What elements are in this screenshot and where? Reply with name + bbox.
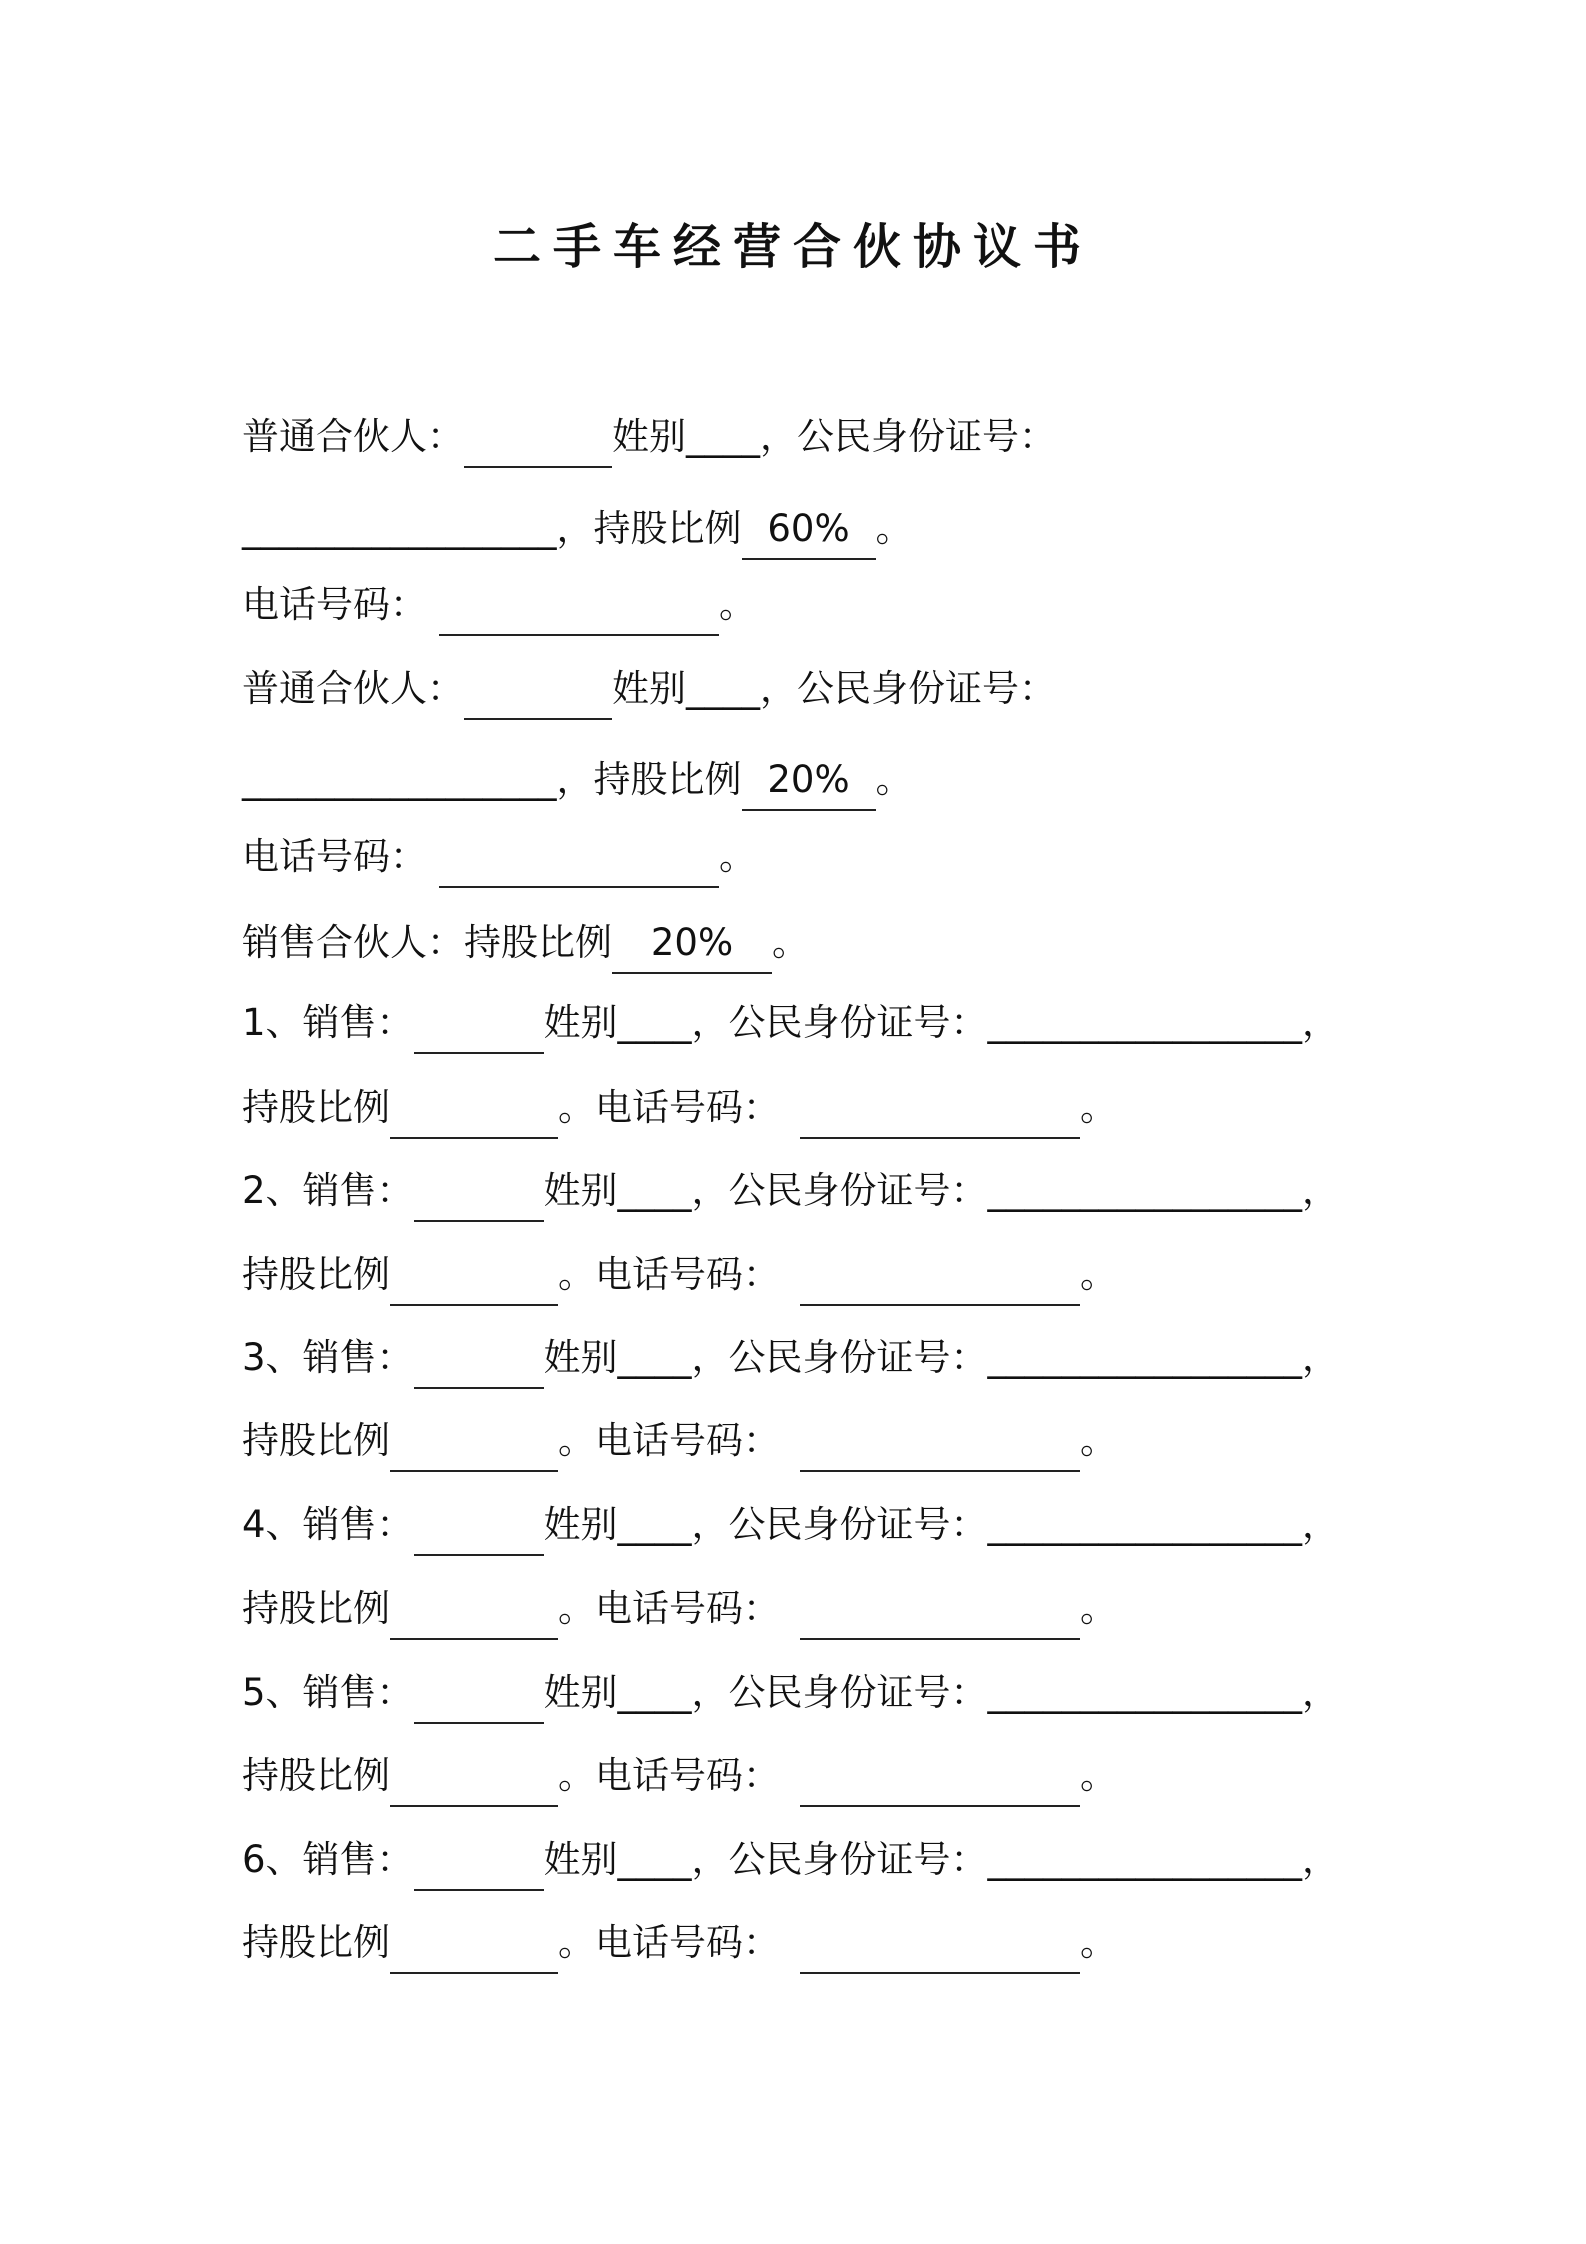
gender-id-label: 姓别____，公民身份证号： bbox=[543, 1169, 988, 1212]
share-label: 持股比例 bbox=[242, 1921, 390, 1964]
id-number-blank[interactable]: _________________， bbox=[987, 1671, 1340, 1714]
phone-label: 。电话号码： bbox=[558, 1754, 780, 1797]
gender-id-label: 姓别____，公民身份证号： bbox=[543, 1001, 988, 1044]
sales-4-line-1 bbox=[242, 1500, 1339, 1550]
sales-label: 3、销售： bbox=[242, 1336, 414, 1379]
share-blank[interactable] bbox=[390, 1751, 558, 1807]
gender-id-label: 姓别____，公民身份证号： bbox=[543, 1336, 988, 1379]
general-partner-1-line-2 bbox=[242, 504, 913, 554]
share-blank[interactable] bbox=[390, 1083, 558, 1139]
id-number-blank[interactable]: _________________， bbox=[987, 1838, 1340, 1881]
share-label: 持股比例 bbox=[242, 1253, 390, 1296]
general-partner-2-line-2 bbox=[242, 755, 913, 805]
end-mark: 。 bbox=[1080, 1419, 1117, 1462]
end-mark: 。 bbox=[1080, 1754, 1117, 1797]
name-blank[interactable] bbox=[464, 412, 612, 468]
id-number-blank[interactable]: _________________， bbox=[987, 1336, 1340, 1379]
phone-label: 。电话号码： bbox=[558, 1253, 780, 1296]
share-label: ，持股比例 bbox=[556, 758, 742, 801]
general-partner-label: 普通合伙人： bbox=[242, 415, 464, 458]
share-blank[interactable] bbox=[390, 1584, 558, 1640]
sales-4-line-2 bbox=[242, 1584, 1117, 1634]
end-mark: 。 bbox=[875, 758, 913, 801]
sales-3-line-2 bbox=[242, 1416, 1117, 1466]
general-partner-2-line-1 bbox=[242, 664, 1056, 714]
end-mark: 。 bbox=[719, 583, 756, 626]
sales-2-line-1 bbox=[242, 1166, 1339, 1216]
name-blank[interactable] bbox=[414, 1668, 544, 1724]
sales-1-line-1 bbox=[242, 998, 1339, 1048]
phone-blank[interactable] bbox=[800, 1918, 1080, 1974]
share-blank[interactable] bbox=[390, 1250, 558, 1306]
sales-partner-line bbox=[242, 918, 809, 968]
share-value: 60% bbox=[742, 504, 876, 560]
gender-id-label: 姓别____，公民身份证号： bbox=[543, 1671, 988, 1714]
sales-6-line-2 bbox=[242, 1918, 1117, 1968]
name-blank[interactable] bbox=[414, 1166, 544, 1222]
share-label: 持股比例 bbox=[242, 1754, 390, 1797]
end-mark: 。 bbox=[719, 835, 756, 878]
end-mark: 。 bbox=[1080, 1086, 1117, 1129]
general-partner-1-line-1 bbox=[242, 412, 1056, 462]
phone-blank[interactable] bbox=[800, 1584, 1080, 1640]
phone-label: 电话号码： bbox=[242, 583, 427, 626]
gender-id-label: 姓别____，公民身份证号： bbox=[612, 415, 1056, 458]
gender-id-label: 姓别____，公民身份证号： bbox=[612, 667, 1056, 710]
phone-blank[interactable] bbox=[800, 1751, 1080, 1807]
sales-5-line-1 bbox=[242, 1668, 1339, 1718]
sales-2-line-2 bbox=[242, 1250, 1117, 1300]
gender-id-label: 姓别____，公民身份证号： bbox=[543, 1838, 988, 1881]
end-mark: 。 bbox=[1080, 1253, 1117, 1296]
document-title: 二手车经营合伙协议书 bbox=[492, 219, 1093, 275]
sales-5-line-2 bbox=[242, 1751, 1117, 1801]
phone-label: 。电话号码： bbox=[558, 1419, 780, 1462]
share-value: 20% bbox=[612, 918, 772, 974]
name-blank[interactable] bbox=[414, 1500, 544, 1556]
phone-blank[interactable] bbox=[439, 580, 719, 636]
id-number-blank[interactable]: _________________ bbox=[242, 507, 557, 550]
sales-label: 1、销售： bbox=[242, 1001, 414, 1044]
name-blank[interactable] bbox=[414, 1333, 544, 1389]
phone-label: 。电话号码： bbox=[558, 1086, 780, 1129]
sales-partner-label: 销售合伙人：持股比例 bbox=[242, 921, 612, 964]
share-blank[interactable] bbox=[390, 1918, 558, 1974]
end-mark: 。 bbox=[772, 921, 809, 964]
share-label: 持股比例 bbox=[242, 1419, 390, 1462]
sales-label: 2、销售： bbox=[242, 1169, 414, 1212]
phone-label: 电话号码： bbox=[242, 835, 427, 878]
general-partner-2-line-3 bbox=[242, 832, 756, 882]
gender-id-label: 姓别____，公民身份证号： bbox=[543, 1503, 988, 1546]
sales-label: 5、销售： bbox=[242, 1671, 414, 1714]
share-label: ，持股比例 bbox=[556, 507, 742, 550]
share-label: 持股比例 bbox=[242, 1587, 390, 1630]
phone-blank[interactable] bbox=[439, 832, 719, 888]
name-blank[interactable] bbox=[414, 998, 544, 1054]
phone-blank[interactable] bbox=[800, 1416, 1080, 1472]
end-mark: 。 bbox=[875, 507, 913, 550]
general-partner-1-line-3 bbox=[242, 580, 756, 630]
phone-label: 。电话号码： bbox=[558, 1921, 780, 1964]
id-number-blank[interactable]: _________________， bbox=[987, 1503, 1340, 1546]
id-number-blank[interactable]: _________________ bbox=[242, 758, 557, 801]
share-value: 20% bbox=[742, 755, 876, 811]
phone-label: 。电话号码： bbox=[558, 1587, 780, 1630]
end-mark: 。 bbox=[1080, 1921, 1117, 1964]
sales-1-line-2 bbox=[242, 1083, 1117, 1133]
phone-blank[interactable] bbox=[800, 1083, 1080, 1139]
id-number-blank[interactable]: _________________， bbox=[987, 1169, 1340, 1212]
sales-label: 4、销售： bbox=[242, 1503, 414, 1546]
share-label: 持股比例 bbox=[242, 1086, 390, 1129]
general-partner-label: 普通合伙人： bbox=[242, 667, 464, 710]
end-mark: 。 bbox=[1080, 1587, 1117, 1630]
sales-6-line-1 bbox=[242, 1835, 1339, 1885]
phone-blank[interactable] bbox=[800, 1250, 1080, 1306]
name-blank[interactable] bbox=[414, 1835, 544, 1891]
name-blank[interactable] bbox=[464, 664, 612, 720]
sales-3-line-1 bbox=[242, 1333, 1339, 1383]
share-blank[interactable] bbox=[390, 1416, 558, 1472]
id-number-blank[interactable]: _________________， bbox=[987, 1001, 1340, 1044]
sales-label: 6、销售： bbox=[242, 1838, 414, 1881]
